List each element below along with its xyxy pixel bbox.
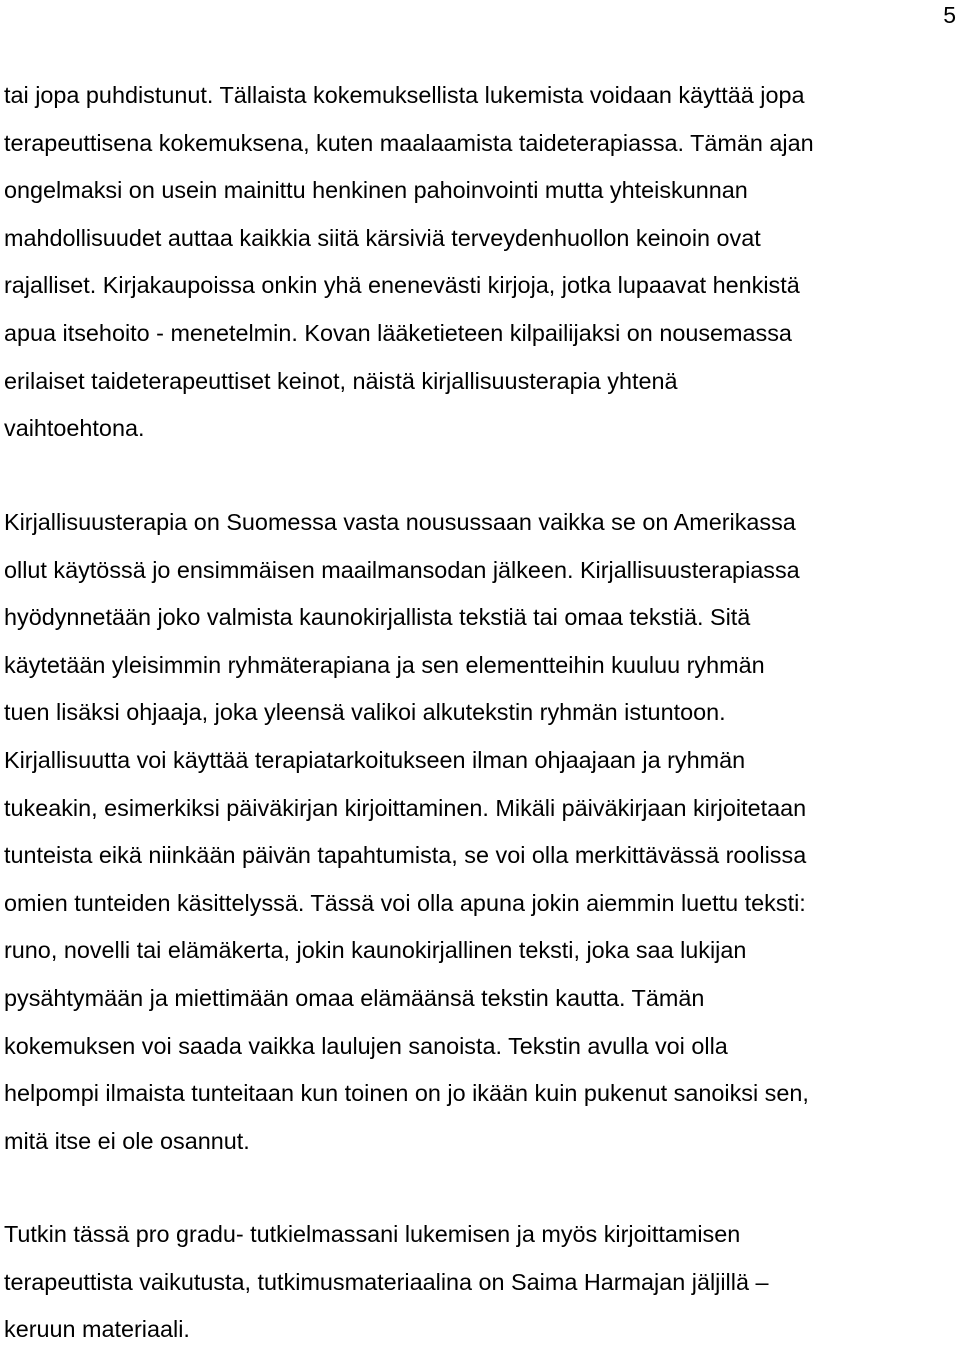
text-line: vaihtoehtona. — [4, 415, 145, 442]
text-line: ongelmaksi on usein mainittu henkinen pahoinvointi mutta yhteiskunnan — [4, 177, 748, 204]
page-number: 5 — [943, 2, 956, 28]
text-line: erilaiset taideterapeuttiset keinot, näistä kirjallisuusterapia yhtenä — [4, 367, 678, 394]
text-line: tuen lisäksi ohjaaja, joka yleensä valikoi alkutekstin ryhmän istuntoon. — [4, 699, 726, 726]
text-line: omien tunteiden käsittelyssä. Tässä voi olla apuna jokin aiemmin luettu teksti: — [4, 889, 806, 916]
text-line: kokemuksen voi saada vaikka laulujen sanoista. Tekstin avulla voi olla — [4, 1032, 728, 1059]
text-line: tai jopa puhdistunut. Tällaista kokemuksellista lukemista voidaan käyttää jopa — [4, 82, 805, 108]
text-line: Kirjallisuusterapia on Suomessa vasta nousussaan vaikka se on Amerikassa — [4, 509, 796, 535]
text-line: terapeuttista vaikutusta, tutkimusmateriaalina on Saima Harmajan jäljillä – — [4, 1268, 769, 1295]
paragraph-3 — [4, 1211, 956, 1354]
text-line: runo, novelli tai elämäkerta, jokin kaunokirjallinen teksti, joka saa lukijan — [4, 937, 747, 964]
paragraph-1 — [4, 72, 956, 453]
text-line: terapeuttisena kokemuksena, kuten maalaamista taideterapiassa. Tämän ajan — [4, 129, 814, 156]
text-line: apua itsehoito - menetelmin. Kovan lääketieteen kilpailijaksi on nousemassa — [4, 319, 792, 346]
text-line: tukeakin, esimerkiksi päiväkirjan kirjoittaminen. Mikäli päiväkirjaan kirjoitetaan — [4, 794, 807, 821]
text-line: hyödynnetään joko valmista kaunokirjallista tekstiä tai omaa tekstiä. Sitä — [4, 604, 751, 631]
text-line: ollut käytössä jo ensimmäisen maailmansodan jälkeen. Kirjallisuusterapiassa — [4, 556, 800, 583]
text-line: Tutkin tässä pro gradu- tutkielmassani lukemisen ja myös kirjoittamisen — [4, 1221, 741, 1247]
text-line: Kirjallisuutta voi käyttää terapiatarkoitukseen ilman ohjaajaan ja ryhmän — [4, 746, 746, 773]
text-line: tunteista eikä niinkään päivän tapahtumista, se voi olla merkittävässä roolissa — [4, 842, 807, 869]
text-line: mitä itse ei ole osannut. — [4, 1127, 250, 1154]
paragraph-2 — [4, 499, 956, 1165]
text-line: mahdollisuudet auttaa kaikkia siitä kärsiviä terveydenhuollon keinoin ovat — [4, 224, 761, 251]
text-line: käytetään yleisimmin ryhmäterapiana ja sen elementteihin kuuluu ryhmän — [4, 651, 765, 678]
text-line: pysähtymään ja miettimään omaa elämäänsä tekstin kautta. Tämän — [4, 984, 705, 1011]
text-line: helpompi ilmaista tunteitaan kun toinen on jo ikään kuin pukenut sanoiksi sen, — [4, 1080, 809, 1107]
text-line: rajalliset. Kirjakaupoissa onkin yhä enenevästi kirjoja, jotka lupaavat henkistä — [4, 272, 800, 299]
text-line: keruun materiaali. — [4, 1316, 190, 1343]
